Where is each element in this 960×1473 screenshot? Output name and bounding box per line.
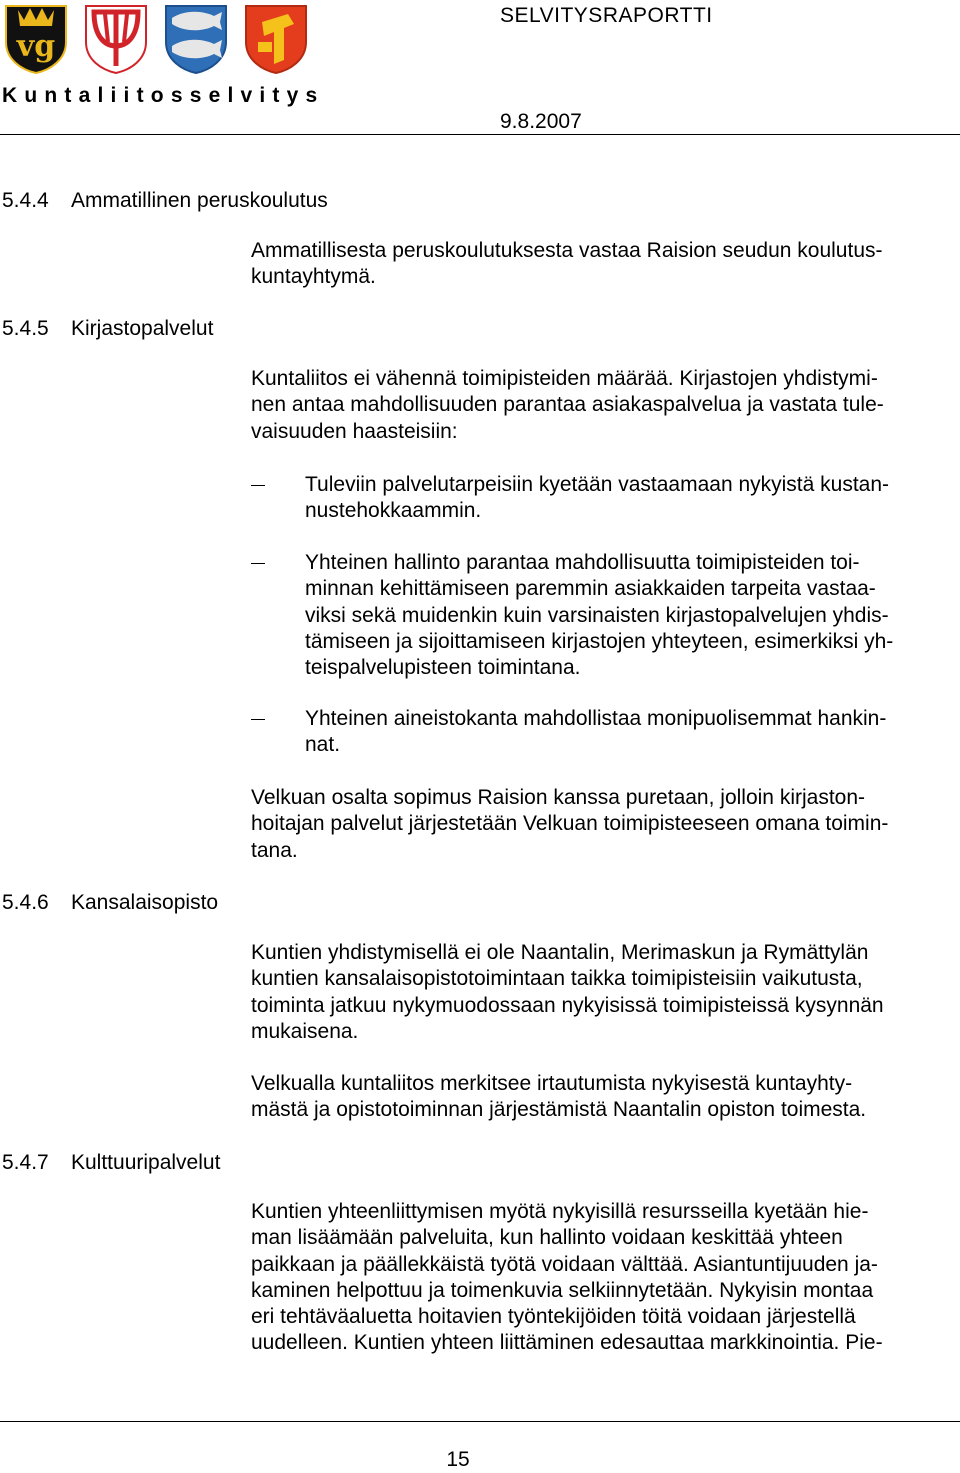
velkua-crest-icon bbox=[244, 2, 308, 74]
text-line: hoitajan palvelut järjestetään Velkuan toimipisteeseen omana toimin- bbox=[251, 812, 889, 836]
text-line: man lisäämään palveluita, kun hallinto voidaan keskittää yhteen bbox=[251, 1226, 843, 1250]
text-line: nustehokkaammin. bbox=[305, 499, 482, 523]
text-line: kaminen helpottuu ja toimenkuvia selkiinnytetään. Nykyisin montaa bbox=[251, 1278, 874, 1302]
text-line: toiminta jatkuu nykymuodossaan nykyisissä toimipisteissä kysynnän bbox=[251, 993, 884, 1017]
rymattyla-crest-icon bbox=[164, 2, 228, 74]
text-line: Kuntien yhteenliittymisen myötä nykyisillä resursseilla kyetään hie- bbox=[251, 1200, 869, 1223]
paragraph bbox=[251, 940, 946, 1045]
text-line: kuntayhtymä. bbox=[251, 265, 376, 289]
text-line: Yhteinen aineistokanta mahdollistaa monipuolisemmat hankin- bbox=[305, 707, 887, 730]
merimasku-crest-icon bbox=[84, 2, 148, 74]
dash-bullet-icon bbox=[251, 485, 265, 486]
text-line: Kuntaliitos ei vähennä toimipisteiden määrää. Kirjastojen yhdistymi- bbox=[251, 367, 878, 390]
text-line: vaisuuden haasteisiin: bbox=[251, 419, 458, 443]
text-line: kuntien kansalaisopistotoimintaan taikka toimipisteisiin vaikutusta, bbox=[251, 967, 863, 991]
dash-bullet-icon bbox=[251, 719, 265, 720]
text-line: tämiseen ja sijoittamiseen kirjastojen yhteyteen, esimerkiksi yh- bbox=[305, 629, 894, 653]
text-line: viksi sekä muidenkin kuin varsinaisten kirjastopalvelujen yhdis- bbox=[305, 603, 889, 627]
text-line: nat. bbox=[305, 733, 341, 757]
document-subtitle: Kuntaliitosselvitys bbox=[2, 84, 325, 107]
section-title: Kulttuuripalvelut bbox=[71, 1151, 221, 1174]
list-item bbox=[251, 472, 946, 525]
text-line: nen antaa mahdollisuuden parantaa asiakaspalvelua ja vastata tule- bbox=[251, 393, 884, 417]
list-item bbox=[251, 550, 946, 682]
paragraph bbox=[251, 785, 946, 864]
text-line: paikkaan ja päällekkäistä työtä voidaan välttää. Asiantuntijuuden ja- bbox=[251, 1252, 878, 1276]
page-number: 15 bbox=[446, 1448, 470, 1471]
document-type: SELVITYSRAPORTTI bbox=[500, 4, 713, 27]
text-line: uudelleen. Kuntien yhteen liittäminen edesauttaa markkinointia. Pie- bbox=[251, 1331, 883, 1355]
text-line: mukaisena. bbox=[251, 1019, 359, 1043]
section-title: Kirjastopalvelut bbox=[71, 317, 214, 340]
section-number: 5.4.7 bbox=[2, 1151, 49, 1174]
section-heading bbox=[2, 891, 218, 915]
document-date: 9.8.2007 bbox=[500, 110, 582, 133]
text-line: Velkualla kuntaliitos merkitsee irtautumista nykyisestä kuntayhty- bbox=[251, 1072, 853, 1095]
text-line: Tuleviin palvelutarpeisiin kyetään vastaamaan nykyistä kustan- bbox=[305, 473, 890, 496]
text-line: Ammatillisesta peruskoulutuksesta vastaa Raision seudun koulutus- bbox=[251, 239, 883, 262]
section-number: 5.4.6 bbox=[2, 891, 49, 914]
section-heading bbox=[2, 317, 213, 341]
paragraph bbox=[251, 366, 946, 445]
paragraph bbox=[251, 238, 946, 291]
section-number: 5.4.5 bbox=[2, 317, 49, 340]
section-number: 5.4.4 bbox=[2, 189, 49, 212]
text-line: minnan kehittämiseen paremmin asiakkaiden tarpeita vastaa- bbox=[305, 577, 876, 601]
list-item bbox=[251, 706, 946, 759]
section-title: Kansalaisopisto bbox=[71, 891, 219, 914]
header-divider bbox=[0, 134, 960, 135]
text-line: eri tehtäväaluetta hoitavien työntekijöiden töitä voidaan järjestellä bbox=[251, 1305, 856, 1329]
section-heading bbox=[2, 1151, 220, 1175]
text-line: Yhteinen hallinto parantaa mahdollisuutta toimipisteiden toi- bbox=[305, 551, 860, 574]
footer-divider bbox=[0, 1421, 960, 1422]
crest-monogram: vg bbox=[16, 29, 56, 64]
paragraph bbox=[251, 1199, 946, 1357]
section-title: Ammatillinen peruskoulutus bbox=[71, 189, 328, 212]
text-line: Velkuan osalta sopimus Raision kanssa puretaan, jolloin kirjaston- bbox=[251, 786, 866, 809]
naantali-crest-icon bbox=[4, 2, 68, 74]
text-line: tana. bbox=[251, 838, 298, 862]
section-heading bbox=[2, 189, 328, 213]
text-line: mästä ja opistotoiminnan järjestämistä Naantalin opiston toimesta. bbox=[251, 1098, 867, 1122]
text-line: teispalvelupisteen toimintana. bbox=[305, 656, 581, 680]
dash-bullet-icon bbox=[251, 563, 265, 564]
paragraph bbox=[251, 1071, 946, 1124]
text-line: Kuntien yhdistymisellä ei ole Naantalin, Merimaskun ja Rymättylän bbox=[251, 941, 869, 964]
